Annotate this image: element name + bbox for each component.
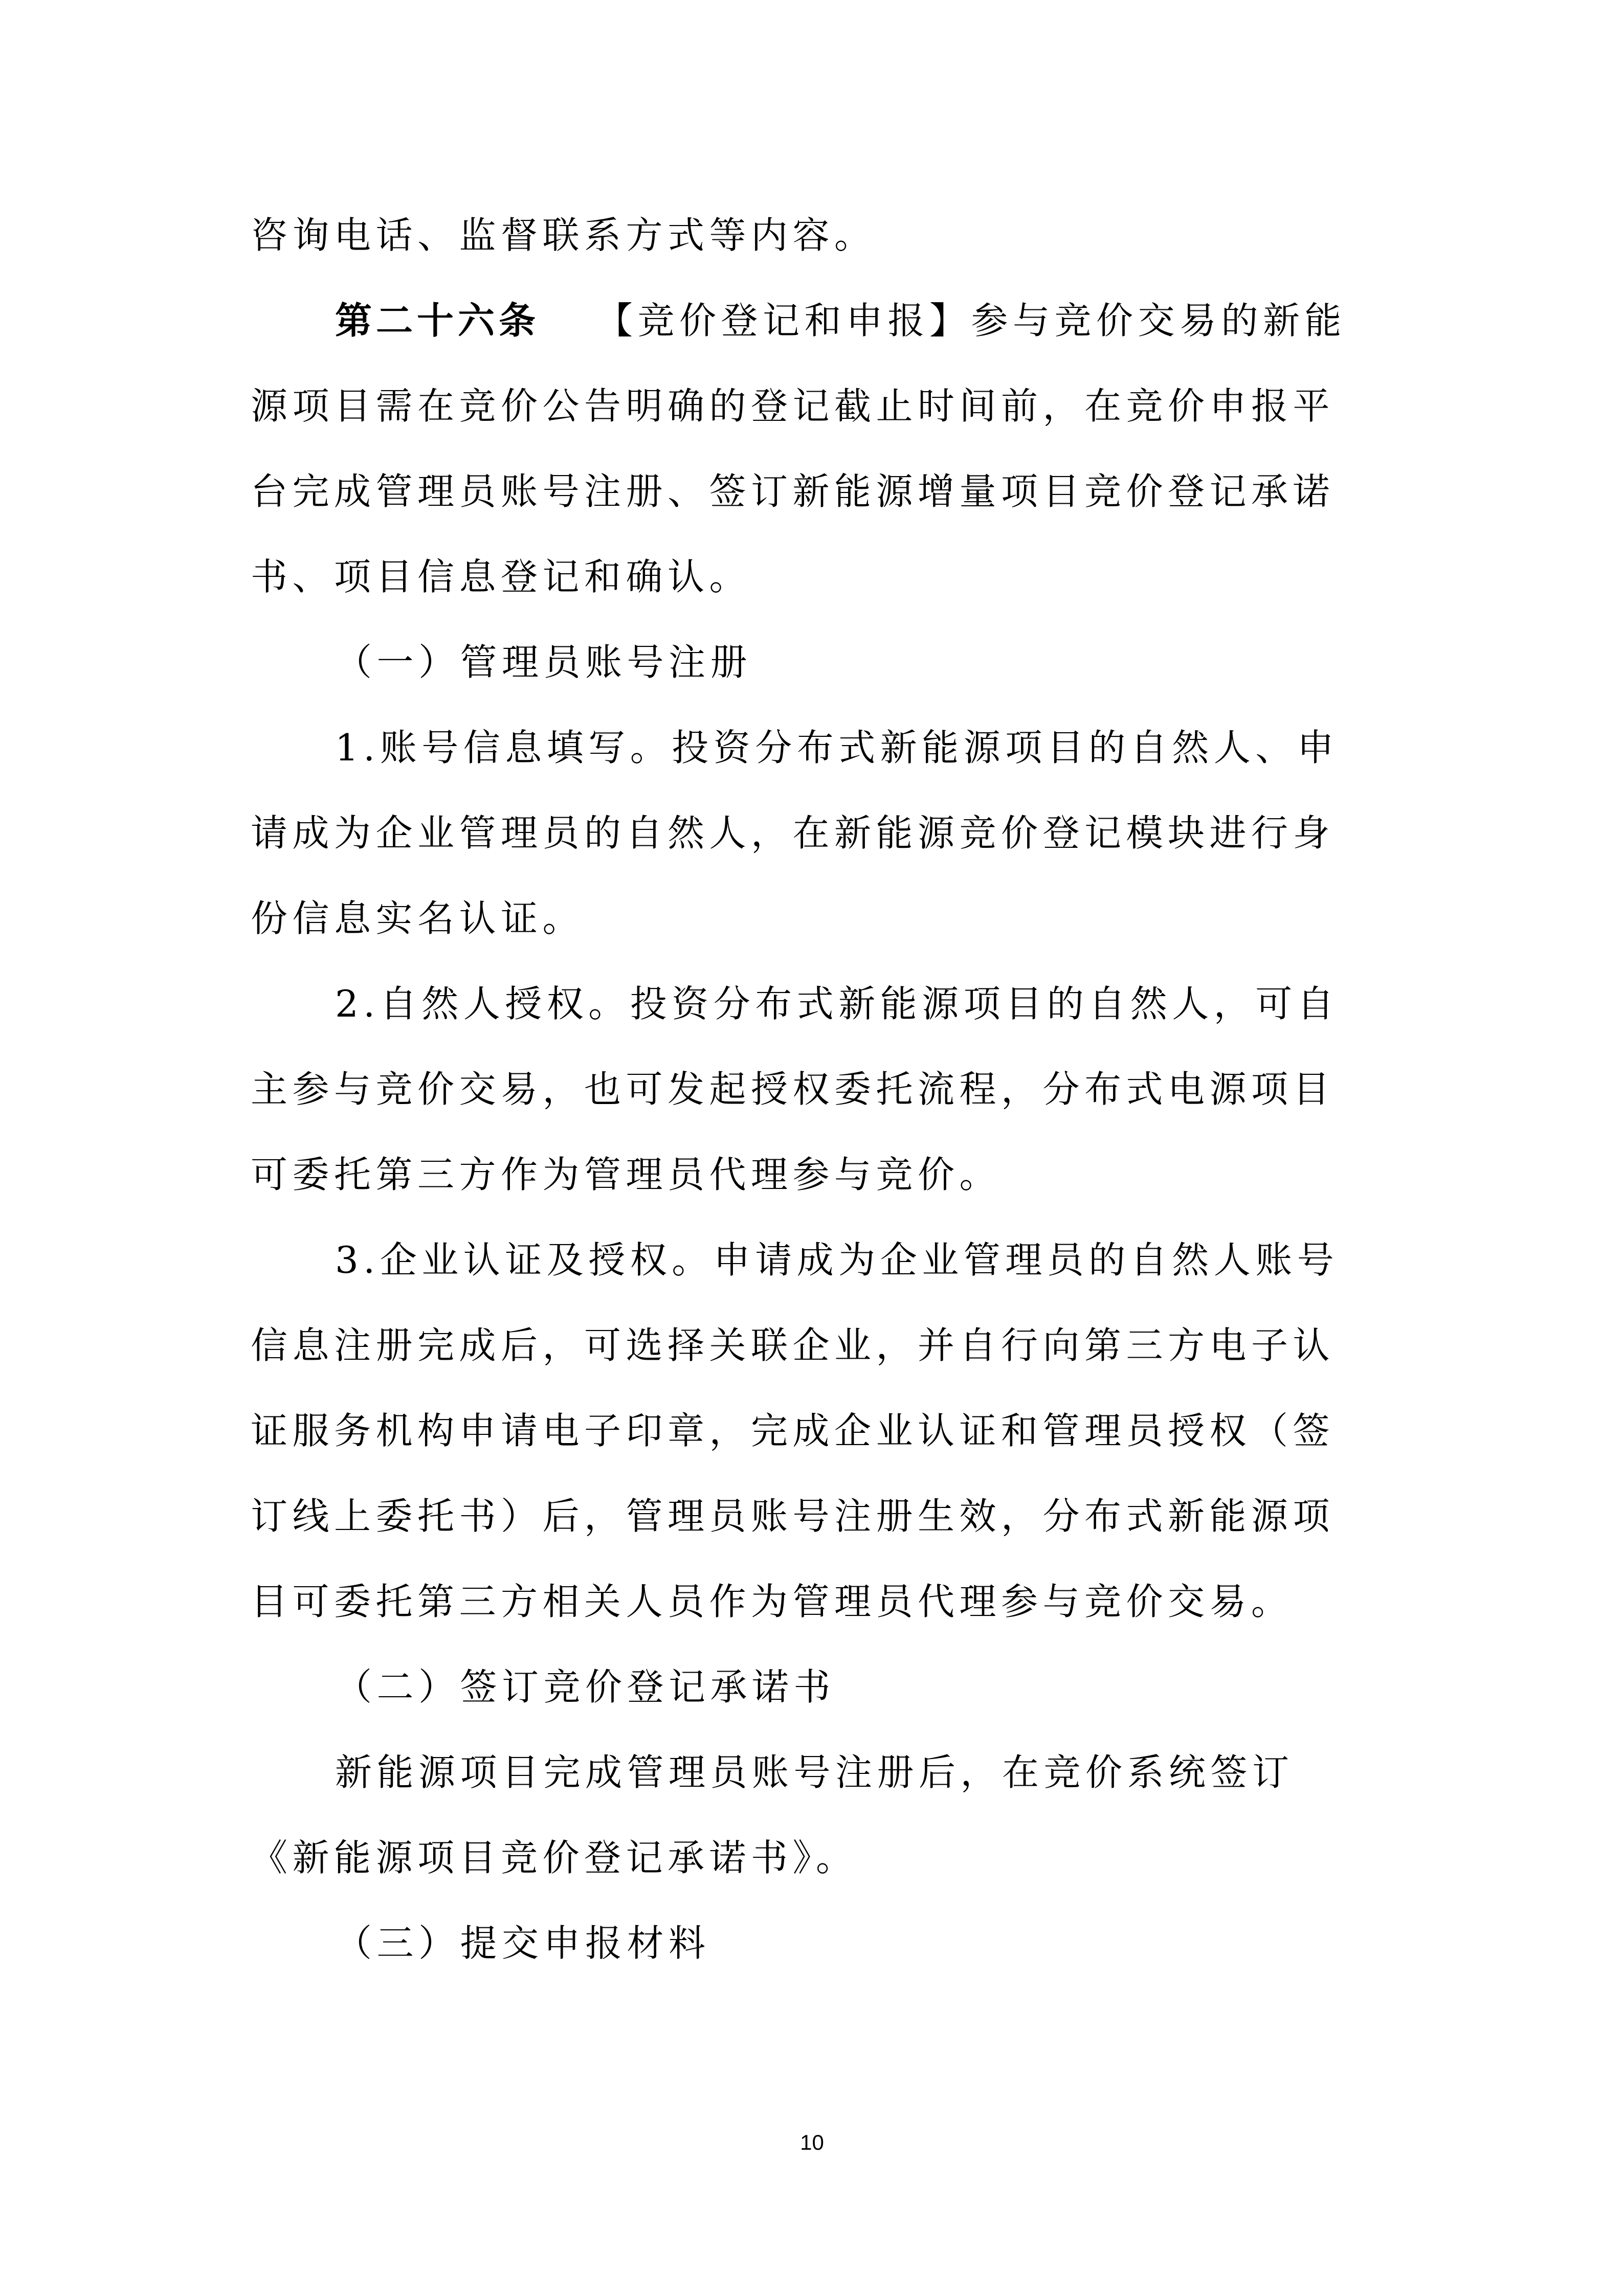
paragraph-line: 台完成管理员账号注册、签订新能源增量项目竞价登记承诺 — [251, 470, 1335, 513]
paragraph-line: 信息注册完成后，可选择关联企业，并自行向第三方电子认 — [251, 1324, 1335, 1367]
paragraph-line: 源项目需在竞价公告明确的登记截止时间前，在竞价申报平 — [251, 385, 1335, 427]
item-1-line: 1.账号信息填写。投资分布式新能源项目的自然人、申 — [335, 726, 1339, 769]
paragraph-line: 可委托第三方作为管理员代理参与竞价。 — [251, 1153, 1002, 1196]
paragraph-line: 证服务机构申请电子印章，完成企业认证和管理员授权（签 — [251, 1409, 1335, 1452]
paragraph-line: 《新能源项目竞价登记承诺书》。 — [251, 1836, 858, 1879]
paragraph-line: 咨询电话、监督联系方式等内容。 — [251, 214, 876, 257]
paragraph-line: 订线上委托书）后，管理员账号注册生效，分布式新能源项 — [251, 1495, 1335, 1538]
article-26-heading-line — [251, 292, 1378, 378]
document-body — [251, 207, 1378, 2000]
section-heading-3: （三）提交申报材料 — [335, 1922, 710, 1965]
page-number: 10 — [800, 2130, 824, 2154]
section-heading-1: （一）管理员账号注册 — [335, 641, 752, 684]
paragraph-line: 主参与竞价交易，也可发起授权委托流程，分布式电源项目 — [251, 1068, 1335, 1111]
item-3-line: 3.企业认证及授权。申请成为企业管理员的自然人账号 — [335, 1239, 1339, 1281]
paragraph-line: 份信息实名认证。 — [251, 897, 585, 940]
paragraph-line: 书、项目信息登记和确认。 — [251, 555, 751, 598]
paragraph-line: 新能源项目完成管理员账号注册后，在竞价系统签订 — [335, 1751, 1294, 1794]
section-heading-2: （二）签订竞价登记承诺书 — [335, 1665, 836, 1708]
article-title-text: 【竞价登记和申报】参与竞价交易的新能 — [596, 299, 1347, 342]
paragraph-line: 请成为企业管理员的自然人，在新能源竞价登记模块进行身 — [251, 812, 1335, 854]
paragraph-line: 目可委托第三方相关人员作为管理员代理参与竞价交易。 — [251, 1580, 1293, 1623]
article-number: 第二十六条 — [335, 299, 540, 342]
item-2-line: 2.自然人授权。投资分布式新能源项目的自然人，可自 — [335, 982, 1339, 1025]
